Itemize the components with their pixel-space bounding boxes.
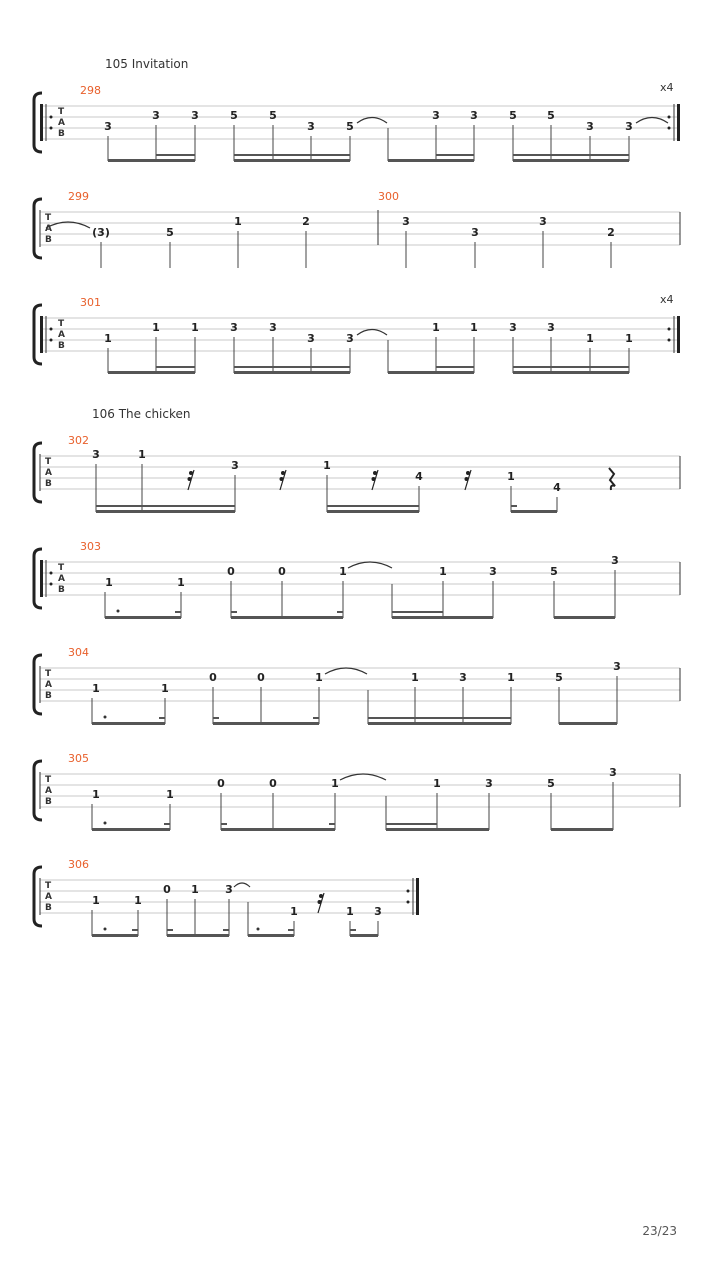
- fret-number: 3: [152, 109, 160, 122]
- fret-number: 1: [339, 565, 347, 578]
- fret-number: 1: [625, 332, 633, 345]
- repeat-end-thick: [677, 316, 680, 353]
- tab-clef-t: T: [58, 107, 65, 117]
- sixteenth-rest-icon: [465, 470, 472, 490]
- fret-number: 5: [509, 109, 517, 122]
- tie-arc: [357, 330, 387, 336]
- fret-number: 1: [470, 321, 478, 334]
- staff-system-3: [34, 293, 680, 374]
- fret-number: 5: [550, 565, 558, 578]
- measure-number: 302: [68, 434, 89, 447]
- fret-number: 0: [278, 565, 286, 578]
- fret-number: 0: [163, 883, 171, 896]
- tab-clef-a: A: [58, 330, 65, 340]
- fret-number: 3: [230, 321, 238, 334]
- fret-number: 1: [191, 883, 199, 896]
- fret-number: 0: [227, 565, 235, 578]
- system-bracket: [34, 761, 42, 820]
- fret-number: 3: [374, 905, 382, 918]
- measure-number: 300: [378, 190, 399, 203]
- fret-number: 1: [507, 671, 515, 684]
- fret-number: 1: [411, 671, 419, 684]
- measure-number: 298: [80, 84, 101, 97]
- staff-system-7: [34, 752, 680, 831]
- system-bracket: [34, 867, 42, 926]
- tab-clef-b: B: [45, 903, 52, 913]
- fret-number: 3: [307, 332, 315, 345]
- tie-arc: [340, 774, 386, 780]
- fret-number: 1: [586, 332, 594, 345]
- tab-clef-a: A: [45, 786, 52, 796]
- fret-number: 3: [613, 660, 621, 673]
- fret-number: 1: [92, 682, 100, 695]
- repeat-count: x4: [660, 81, 674, 94]
- tab-clef-t: T: [45, 669, 52, 679]
- fret-number: 4: [553, 481, 561, 494]
- fret-number: 1: [166, 788, 174, 801]
- repeat-start-thick: [40, 316, 43, 353]
- fret-number: 5: [555, 671, 563, 684]
- fret-number: 1: [234, 215, 242, 228]
- fret-number: 5: [230, 109, 238, 122]
- fret-number: 1: [191, 321, 199, 334]
- fret-number: 3: [625, 120, 633, 133]
- section-title-invitation: 105 Invitation: [105, 57, 189, 71]
- tab-clef-t: T: [58, 563, 65, 573]
- fret-number: 1: [104, 332, 112, 345]
- fret-number: (3): [92, 226, 110, 239]
- repeat-end-thick: [416, 878, 419, 915]
- fret-number: 1: [432, 321, 440, 334]
- measure-number: 306: [68, 858, 89, 871]
- tab-clef-b: B: [58, 585, 65, 595]
- tab-clef-b: B: [58, 129, 65, 139]
- sixteenth-rest-icon: [318, 893, 325, 913]
- tab-clef-b: B: [45, 479, 52, 489]
- fret-number: 2: [302, 215, 310, 228]
- fret-number: 3: [346, 332, 354, 345]
- fret-number: 3: [489, 565, 497, 578]
- staff-system-4: [34, 434, 680, 513]
- rhythm-stems: [101, 231, 611, 268]
- system-bracket: [34, 199, 42, 258]
- fret-number: 3: [269, 321, 277, 334]
- fret-number: 2: [607, 226, 615, 239]
- fret-number: 1: [177, 576, 185, 589]
- fret-number: 5: [346, 120, 354, 133]
- fret-number: 3: [225, 883, 233, 896]
- fret-number: 1: [315, 671, 323, 684]
- sixteenth-rest-icon: [188, 470, 195, 490]
- staff-system-1: [34, 81, 680, 162]
- fret-number: 0: [217, 777, 225, 790]
- tie-arc: [325, 668, 367, 674]
- fret-number: 1: [346, 905, 354, 918]
- tie-arc: [357, 118, 387, 124]
- fret-number: 4: [415, 470, 423, 483]
- tie-arc: [348, 562, 392, 568]
- tab-clef-a: A: [45, 892, 52, 902]
- fret-number: 1: [152, 321, 160, 334]
- staff-system-8: [34, 858, 419, 937]
- repeat-end-thick: [677, 104, 680, 141]
- fret-number: 3: [547, 321, 555, 334]
- fret-number: 3: [231, 459, 239, 472]
- quarter-rest-icon: [609, 468, 615, 490]
- fret-number: 3: [104, 120, 112, 133]
- fret-number: 3: [470, 109, 478, 122]
- fret-number: 3: [609, 766, 617, 779]
- tab-clef-a: A: [45, 224, 52, 234]
- measure-number: 301: [80, 296, 101, 309]
- tie-arc: [234, 883, 250, 887]
- sixteenth-rest-icon: [280, 470, 287, 490]
- staff-system-6: [34, 646, 680, 725]
- fret-number: 5: [547, 109, 555, 122]
- tab-clef-b: B: [45, 797, 52, 807]
- fret-number: 3: [432, 109, 440, 122]
- staff-system-2: [34, 190, 680, 268]
- fret-number: 1: [161, 682, 169, 695]
- system-bracket: [34, 655, 42, 714]
- tab-clef-t: T: [45, 881, 52, 891]
- tie-arc: [636, 118, 668, 124]
- fret-number: 1: [433, 777, 441, 790]
- fret-number: 5: [166, 226, 174, 239]
- tab-clef-b: B: [45, 691, 52, 701]
- fret-number: 3: [191, 109, 199, 122]
- system-bracket: [34, 443, 42, 502]
- measure-number: 305: [68, 752, 89, 765]
- fret-number: 0: [257, 671, 265, 684]
- fret-number: 3: [471, 226, 479, 239]
- tab-clef-a: A: [45, 680, 52, 690]
- fret-number: 3: [459, 671, 467, 684]
- fret-number: 1: [138, 448, 146, 461]
- fret-number: 1: [290, 905, 298, 918]
- fret-number: 3: [92, 448, 100, 461]
- rhythm-stems: [108, 125, 629, 162]
- fret-number: 1: [92, 788, 100, 801]
- fret-number: 3: [509, 321, 517, 334]
- fret-number: 1: [439, 565, 447, 578]
- tab-clef-t: T: [45, 213, 52, 223]
- rhythm-stems: [108, 337, 629, 374]
- tab-clef-t: T: [45, 457, 52, 467]
- fret-number: 1: [92, 894, 100, 907]
- sixteenth-rest-icon: [372, 470, 379, 490]
- fret-number: 3: [402, 215, 410, 228]
- fret-number: 1: [134, 894, 142, 907]
- fret-number: 3: [539, 215, 547, 228]
- measure-number: 299: [68, 190, 89, 203]
- page-number: 23/23: [642, 1224, 677, 1238]
- fret-number: 1: [507, 470, 515, 483]
- tab-clef-b: B: [45, 235, 52, 245]
- repeat-count: x4: [660, 293, 674, 306]
- tab-clef-a: A: [58, 118, 65, 128]
- fret-number: 5: [547, 777, 555, 790]
- repeat-start-thick: [40, 560, 43, 597]
- fret-number: 0: [209, 671, 217, 684]
- tab-clef-t: T: [45, 775, 52, 785]
- repeat-start-thick: [40, 104, 43, 141]
- fret-number: 3: [485, 777, 493, 790]
- fret-number: 3: [586, 120, 594, 133]
- fret-number: 1: [331, 777, 339, 790]
- fret-number: 3: [307, 120, 315, 133]
- tab-clef-a: A: [45, 468, 52, 478]
- measure-number: 303: [80, 540, 101, 553]
- fret-number: 5: [269, 109, 277, 122]
- tab-clef-b: B: [58, 341, 65, 351]
- fret-number: 1: [105, 576, 113, 589]
- tab-clef-t: T: [58, 319, 65, 329]
- fret-number: 0: [269, 777, 277, 790]
- section-title-the-chicken: 106 The chicken: [92, 407, 191, 421]
- fret-number: 3: [611, 554, 619, 567]
- staff-system-5: [34, 540, 680, 619]
- tab-clef-a: A: [58, 574, 65, 584]
- measure-number: 304: [68, 646, 89, 659]
- fret-number: 1: [323, 459, 331, 472]
